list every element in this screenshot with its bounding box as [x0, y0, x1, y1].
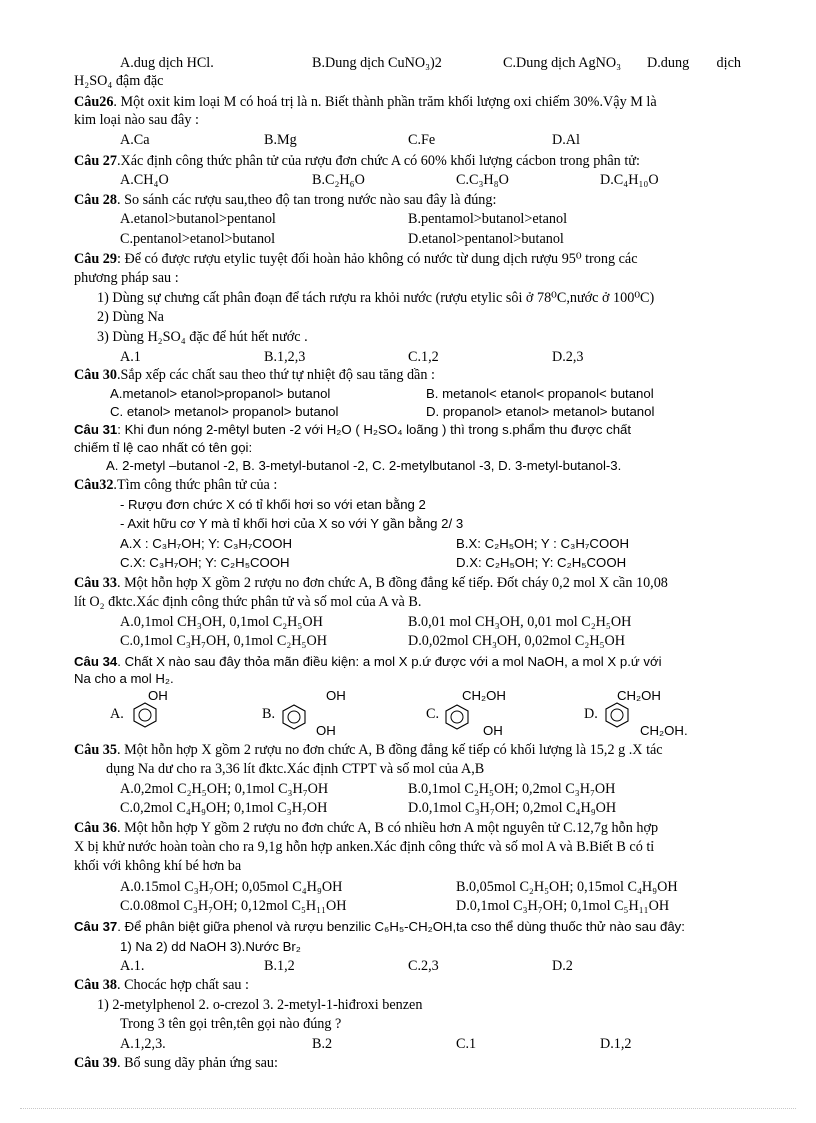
- q26-line-1: [74, 94, 657, 111]
- q35-number: Câu 35: [74, 742, 117, 758]
- q36-option-c: C.0.08mol C₃H₇OH; 0,12mol C₅H₁₁OH: [120, 898, 347, 914]
- q31-text-2: chiếm tỉ lệ cao nhất có tên gọi:: [74, 440, 253, 455]
- q35-option-d: D.0,1mol C₃H₇OH; 0,2mol C₄H₉OH: [408, 800, 617, 816]
- q32-option-a: A.X : C₃H₇OH; Y: C₃H₇COOH: [120, 536, 292, 551]
- q34-text-1: . Chất X nào sau đây thỏa mãn điều kiện: a mol X p.ứ được với a mol NaOH, a mol X p.ứ với: [117, 654, 662, 669]
- q34-c-ch2oh-group: CH₂OH: [462, 688, 506, 703]
- q32-option-c: C.X: C₃H₇OH; Y: C₂H₅COOH: [120, 555, 290, 570]
- benzene-ring-a: [133, 702, 157, 728]
- q38-question: Trong 3 tên gọi trên,tên gọi nào đúng ?: [120, 1016, 342, 1032]
- q29-item-1: 1) Dùng sự chưng cất phân đoạn để tách rượu ra khỏi nước (rượu etylic sôi ở 78⁰C,nước ở 100⁰C): [97, 290, 655, 306]
- q32-item-2: - Axit hữu cơ Y mà tỉ khối hơi của X so với Y gần bằng 2/ 3: [120, 516, 464, 531]
- q39-number: Câu 39: [74, 1055, 117, 1071]
- page-bottom-border: [20, 1108, 796, 1109]
- q28-option-d: D.etanol>pentanol>butanol: [408, 231, 564, 247]
- q29-line-1: [74, 251, 638, 268]
- q32-text: .Tìm công thức phân tử của :: [113, 477, 278, 493]
- q36-text-1: . Một hỗn hợp Y gồm 2 rượu no đơn chức A, B có nhiều hơn A một nguyên tử C.12,7g hỗn hợp: [116, 820, 659, 836]
- q38-option-c: C.1: [456, 1036, 477, 1052]
- q25-option-d-continued: H₂SO₄ đậm đặc: [74, 73, 164, 89]
- q26-number: Câu26: [74, 94, 114, 110]
- q30-number: Câu 30: [74, 367, 117, 383]
- q29-option-d: D.2,3: [552, 349, 584, 365]
- q27-text: .Xác định công thức phân tử của rượu đơn chức A có 60% khối lượng cácbon trong phân tử:: [116, 153, 640, 169]
- q36-text-2: X bị khử nước hoàn toàn cho ra 9,1g hỗn hợp anken.Xác định công thức và số mol A và B.Biết B có tỉ: [74, 839, 655, 855]
- q26-option-b: B.Mg: [264, 132, 297, 148]
- q28-number: Câu 28: [74, 192, 117, 208]
- q34-a-oh-group: OH: [148, 688, 168, 703]
- q39-line: [74, 1055, 278, 1072]
- q27-number: Câu 27: [74, 153, 117, 169]
- q33-text-1: . Một hỗn hợp X gồm 2 rượu no đơn chức A, B đồng đẳng kế tiếp. Đốt cháy 0,2 mol X cần 10,08: [116, 575, 668, 591]
- q31-number: Câu 31: [74, 422, 118, 437]
- q33-option-a: A.0,1mol CH₃OH, 0,1mol C₂H₅OH: [120, 614, 323, 630]
- q38-option-b: B.2: [312, 1036, 333, 1052]
- q34-line-1: [74, 653, 662, 670]
- q36-line-1: [74, 820, 658, 837]
- q33-option-c: C.0,1mol C₃H₇OH, 0,1mol C₂H₅OH: [120, 633, 327, 649]
- q27-option-c: C.C₃H₈O: [456, 172, 509, 188]
- q27-option-b: B.C₂H₆O: [312, 172, 365, 188]
- q37-number: Câu 37: [74, 919, 118, 934]
- q34-b-oh-group-1: OH: [326, 688, 346, 703]
- benzene-ring-d: [605, 702, 629, 728]
- q35-option-a: A.0,2mol C₂H₅OH; 0,1mol C₃H₇OH: [120, 781, 329, 797]
- q31-line-1: [74, 421, 631, 438]
- q36-text-3: khối với không khí bé hơn ba: [74, 858, 242, 874]
- q30-line: [74, 367, 435, 384]
- q37-text: . Để phân biệt giữa phenol và rượu benzilic C₆H₅-CH₂OH,ta cso thể dùng thuốc thử nào sau đây:: [117, 919, 685, 934]
- q27-option-d: D.C₄H₁₀O: [600, 172, 659, 188]
- q25-option-c: C.Dung dịch AgNO₃: [503, 55, 622, 71]
- q34-c-oh-group: OH: [483, 723, 503, 738]
- q30-option-a: A.metanol> etanol>propanol> butanol: [110, 386, 331, 401]
- q38-option-a: A.1,2,3.: [120, 1036, 166, 1052]
- q28-line: [74, 192, 496, 209]
- q28-option-c: C.pentanol>etanol>butanol: [120, 231, 276, 247]
- q26-option-d: D.Al: [552, 132, 580, 148]
- q39-text: . Bổ sung dãy phản ứng sau:: [116, 1055, 278, 1071]
- q36-option-b: B.0,05mol C₂H₅OH; 0,15mol C₄H₉OH: [456, 879, 678, 895]
- q37-option-a: A.1.: [120, 958, 145, 974]
- q31-text-1: : Khi đun nóng 2-mêtyl buten -2 với H₂O ( H₂SO₄ loãng ) thì trong s.phẩm thu được chất: [117, 422, 632, 437]
- q29-item-2: 2) Dùng Na: [97, 309, 164, 325]
- q28-option-a: A.etanol>butanol>pentanol: [120, 211, 276, 227]
- q30-option-d: D. propanol> etanol> metanol> butanol: [426, 404, 655, 419]
- q34-text-2: Na cho a mol H₂.: [74, 671, 174, 686]
- q25-option-b: B.Dung dịch CuNO₃)2: [312, 55, 442, 71]
- q35-text-1: . Một hỗn hợp X gồm 2 rượu no đơn chức A, B đồng đẳng kế tiếp có khối lượng là 15,2 g .X tác: [116, 742, 663, 758]
- q37-items: 1) Na 2) dd NaOH 3).Nước Br₂: [120, 939, 301, 954]
- q38-items: 1) 2-metylphenol 2. o-crezol 3. 2-metyl-1-hiđroxi benzen: [97, 997, 423, 1013]
- q32-item-1: - Rượu đơn chức X có tỉ khối hơi so với etan bằng 2: [120, 497, 426, 512]
- q25-option-d: D.dung dịch: [647, 55, 741, 71]
- q29-option-b: B.1,2,3: [264, 349, 306, 365]
- q37-option-d: D.2: [552, 958, 573, 974]
- q38-text: . Chocác hợp chất sau :: [116, 977, 249, 993]
- q32-line: [74, 477, 277, 494]
- q28-text: . So sánh các rượu sau,theo độ tan trong nước nào sau đây là đúng:: [116, 192, 497, 208]
- q35-option-c: C.0,2mol C₄H₉OH; 0,1mol C₃H₇OH: [120, 800, 328, 816]
- q34-option-a-label: A.: [110, 706, 124, 722]
- q37-option-b: B.1,2: [264, 958, 295, 974]
- q33-option-b: B.0,01 mol CH₃OH, 0,01 mol C₂H₅OH: [408, 614, 632, 630]
- q27-line: [74, 153, 640, 170]
- q33-option-d: D.0,02mol CH₃OH, 0,02mol C₂H₅OH: [408, 633, 626, 649]
- q28-option-b: B.pentamol>butanol>etanol: [408, 211, 568, 227]
- q34-option-c-label: C.: [426, 706, 440, 722]
- q30-text: .Sắp xếp các chất sau theo thứ tự nhiệt độ sau tăng dần :: [116, 367, 435, 383]
- q31-options: A. 2-metyl –butanol -2, B. 3-metyl-butanol -2, C. 2-metylbutanol -3, D. 3-metyl-butanol-3.: [106, 458, 622, 473]
- q27-option-a: A.CH₄O: [120, 172, 169, 188]
- q29-option-a: A.1: [120, 349, 141, 365]
- q32-option-d: D.X: C₂H₅OH; Y: C₂H₅COOH: [456, 555, 627, 570]
- q34-number: Câu 34: [74, 654, 118, 669]
- q37-option-c: C.2,3: [408, 958, 439, 974]
- q29-text-2: phương pháp sau :: [74, 270, 179, 286]
- q30-option-c: C. etanol> metanol> propanol> butanol: [110, 404, 339, 419]
- q29-item-3: 3) Dùng H₂SO₄ đặc để hút hết nước .: [97, 329, 308, 345]
- q34-option-d-label: D.: [584, 706, 598, 722]
- q36-number: Câu 36: [74, 820, 117, 836]
- q38-line: [74, 977, 249, 994]
- q38-number: Câu 38: [74, 977, 117, 993]
- q34-option-b-label: B.: [262, 706, 276, 722]
- q25-option-a: A.dug dịch HCl.: [120, 55, 214, 71]
- q33-number: Câu 33: [74, 575, 117, 591]
- q33-line-1: [74, 575, 668, 592]
- q36-option-d: D.0,1mol C₃H₇OH; 0,1mol C₅H₁₁OH: [456, 898, 670, 914]
- q32-number: Câu32: [74, 477, 114, 493]
- q34-d-ch2oh-group-2: CH₂OH.: [640, 723, 688, 738]
- q37-line: [74, 918, 685, 935]
- q36-option-a: A.0.15mol C₃H₇OH; 0,05mol C₄H₉OH: [120, 879, 343, 895]
- q35-text-2: dụng Na dư cho ra 3,36 lít đktc.Xác định CTPT và số mol của A,B: [106, 761, 485, 777]
- q29-option-c: C.1,2: [408, 349, 439, 365]
- q29-text-1: : Để có được rượu etylic tuyệt đối hoàn hảo không có nước từ dung dịch rượu 95⁰ trong các: [116, 251, 638, 267]
- q29-number: Câu 29: [74, 251, 117, 267]
- q33-text-2: lít O₂ đktc.Xác định công thức phân tử và số mol của A và B.: [74, 594, 422, 610]
- q34-d-ch2oh-group-1: CH₂OH: [617, 688, 661, 703]
- q32-option-b: B.X: C₂H₅OH; Y : C₃H₇COOH: [456, 536, 629, 551]
- q26-text-1: . Một oxit kim loại M có hoá trị là n. Biết thành phần trăm khối lượng oxi chiếm 30%.Vậy M là: [113, 94, 657, 110]
- benzene-ring-c: [445, 704, 469, 730]
- q35-option-b: B.0,1mol C₂H₅OH; 0,2mol C₃H₇OH: [408, 781, 616, 797]
- q26-option-c: C.Fe: [408, 132, 436, 148]
- q26-option-a: A.Ca: [120, 132, 150, 148]
- q30-option-b: B. metanol< etanol< propanol< butanol: [426, 386, 654, 401]
- q38-option-d: D.1,2: [600, 1036, 632, 1052]
- q34-b-oh-group-2: OH: [316, 723, 336, 738]
- benzene-ring-b: [282, 704, 306, 730]
- q26-text-2: kim loại nào sau đây :: [74, 112, 199, 128]
- q35-line-1: [74, 742, 663, 759]
